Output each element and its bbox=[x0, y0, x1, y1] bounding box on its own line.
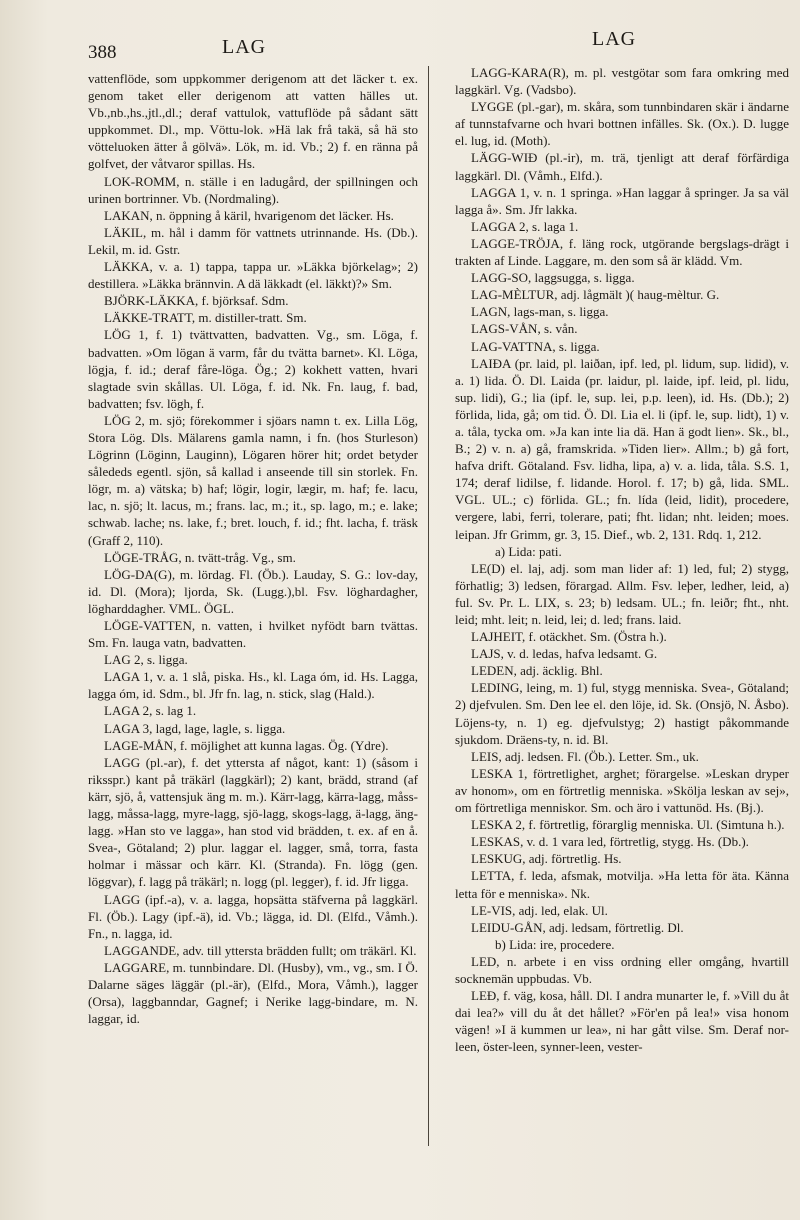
entry: LAKAN, n. öppning å käril, hvarigenom det läcker. Hs. bbox=[104, 207, 394, 223]
entry: LÄGG-WIÐ (pl.-ir), m. trä, tjenligt att deraf förfärdiga laggkärl. Dl. (Våmh., Elfd.). bbox=[455, 150, 789, 183]
entry: LÄKIL, m. hål i damm för vattnets utrinnande. Hs. (Db.). Lekil, m. id. Gstr. bbox=[88, 224, 418, 257]
entry: LAGE-MÅN, f. möjlighet att kunna lagas. Ög. (Ydre). bbox=[104, 737, 389, 753]
entry: LÖG-DA(G), m. lördag. Fl. (Öb.). Lauday, S. G.: lov-day, id. Dl. (Mora); ljorda, Sk. (Lugg.),bl. Fsv. löghardagher, lögharddagher. VML. ÖGL. bbox=[88, 566, 418, 616]
page-number: 388 bbox=[88, 42, 117, 63]
entry: LAGG-KARA(R), m. pl. vestgötar som fara omkring med laggkärl. Vg. (Vadsbo). bbox=[455, 65, 789, 98]
entry: LEIDU-GÅN, adj. ledsam, förtretlig. Dl. bbox=[471, 919, 684, 935]
entry: LÖG 1, f. 1) tvättvatten, badvatten. Vg., sm. Löga, f. badvatten. »Om lögan ä varm, får du tvätta barnet». Kl. Löga, lögja, f. id.; deraf fåre-löga. Ög.; 2) kokhett vatten, hvari slagtade svin skållas. Ul. Löga, f. id. Nk. Fn. laug, f. bad, badvatten; fsv. lögh, f. bbox=[88, 327, 418, 411]
entry: LAGG-SO, laggsugga, s. ligga. bbox=[471, 270, 635, 286]
entry: LAGN, lags-man, s. ligga. bbox=[471, 304, 609, 320]
entry: LÄKKE-TRATT, m. distiller-tratt. Sm. bbox=[104, 310, 307, 326]
entry: LÖGE-VATTEN, n. vatten, i hvilket nyfödt barn tvättas. Sm. Fn. lauga vatn, badvatten. bbox=[88, 618, 418, 651]
entry: LAG 2, s. ligga. bbox=[104, 652, 188, 668]
entry: BJÖRK-LÄKKA, f. björksaf. Sdm. bbox=[104, 293, 289, 309]
entry: LAIÐA (pr. laid, pl. laiðan, ipf. led, pl. lidum, sup. lidid), v. a. 1) lida. Ö. Dl. Laida (pr. laidur, pl. laide, ipf. leid, pl. lidu, sup. lidi), G.; lia (ipf. le, sup. lei, p.p. leen), id. Hs. (Db.); 2) förlida, lida, gå; om tid. Ö. Dl. Lia el. li (ipf. le, sup. lidt), 1) v. a. tåla, tycka om. »Ja kan inte lia dä. Han ä godt lien». Sk., bl., B.; 2) v. n. a) gå, framskrida. »Tiden lier». Allm.; b) gå fort, hafva drift. Götaland. Fsv. lidha, lipa, a) v. a. lida, tåla. S.S. 1, 174; deraf lidilse, f. lidande. Horol. f. 17; b) gå, lida. SML. VGL. UL.; c) förlida. GL.; fn. lída (leid, lidit), procedere, vergere, labi, ferri, tolerare, pati; fht. lidan; nht. leiden; moes. leipan. Jfr Grimm, gr. 3, 15. Dief., wb. 2, 131. Rdq. 1, 212. bbox=[455, 355, 789, 542]
entry: LESKA 1, förtretlighet, arghet; förargelse. »Leskan dryper av honom», om en förtretlig menniska. »Skölja leskan av sej», om förtretliga menniskor. Sm. och äro i vattunöd. Hs. (Bj.). bbox=[455, 765, 789, 816]
entry: LAJS, v. d. ledas, hafva ledsamt. G. bbox=[471, 646, 658, 662]
entry: LESKAS, v. d. 1 vara led, förtretlig, stygg. Hs. (Db.). bbox=[471, 834, 749, 850]
entry: LÄKKA, v. a. 1) tappa, tappa ur. »Läkka björkelag»; 2) destillera. »Läkka brännvin. A dä läkkadt (el. läkkt)?» Sm. bbox=[88, 259, 418, 292]
entry: LEDEN, adj. äcklig. Bhl. bbox=[471, 663, 603, 679]
column-divider bbox=[428, 66, 429, 1146]
entry: LE(D) el. laj, adj. som man lider af: 1) led, ful; 2) stygg, förhatlig; 3) ledsen, förargad. Allm. Fsv. leþer, ledher, leid, a) ful. Sv. Pr. L. LIX, s. 23; b) ledsam. UL.; fn. leiðr; fht., nht. leid; mht. leit; n. leid, lei; d. led; frans. laid. bbox=[455, 560, 789, 627]
entry: LÖGE-TRÅG, n. tvätt-tråg. Vg., sm. bbox=[104, 549, 296, 565]
section-heading: a) Lida: pati. bbox=[495, 543, 562, 559]
entry: LAGGARE, m. tunnbindare. Dl. (Husby), vm., vg., sm. I Ö. Dalarne säges läggär (pl.-är), (Elfd., Mora, Våmh.), lagger (Orsa), laggbanndar, Gagnef; i Nerike lagg-bindare, m. N. laggar, id. bbox=[88, 959, 418, 1027]
entry: LESKA 2, f. förtretlig, förarglig menniska. Ul. (Simtuna h.). bbox=[471, 817, 785, 833]
entry: LAGG (pl.-ar), f. det yttersta af något, kant: 1) (såsom i riksspr.) kant på träkärl (laggkärl); 2) kant, brädd, strand (af kärr, sjö, å, vattensjuk äng m. m.). Kärr-lagg, kärra-lagg, måss-lagg, måssa-lagg, myre-lagg, sjö-lagg, skogs-lagg, ä-lagg, äng-lagg. »Han sto ve lagga», han stod vid brädden, t. ex. af en å. Svea-, Götaland; 2) plur. laggar el. lagger, små, torra, fasta holmar i mässar och kärr. Kl. (Stranda). Fn. lögg (gen. löggvar), f. lagg på träkärl; n. logg (pl. legger), f. id. Jfr ligga. bbox=[88, 754, 418, 890]
entry: LEDING, leing, m. 1) ful, stygg menniska. Svea-, Götaland; 2) djefvulen. Sm. Den lee el. den löje, id. Sk. (Onsjö, N. Åsbo). Löjens-ty, n. 1) eg. djefvulstyg; 2) hastigt påkommande sjukdom. Dräens-ty, n. id. Bl. bbox=[455, 680, 789, 747]
entry: LE-VIS, adj. led, elak. Ul. bbox=[471, 902, 608, 918]
entry: LAGGANDE, adv. till yttersta brädden fullt; om träkärl. Kl. bbox=[104, 942, 417, 958]
entry: LAGA 3, lagd, lage, lagle, s. ligga. bbox=[104, 720, 286, 736]
entry: LYGGE (pl.-gar), m. skåra, som tunnbindaren skär i ändarne af tunnstafvarne och hvari bottnen infälles. Sk. (Ox.). D. lugge el. lug, id. (Moth). bbox=[455, 99, 789, 149]
entry: LED, n. arbete i en viss ordning eller omgång, hvartill socknemän uppbudas. Vb. bbox=[455, 953, 789, 986]
entry: LAG-MÈLTUR, adj. lågmält )( haug-mèltur. G. bbox=[471, 287, 720, 303]
entry: LEIS, adj. ledsen. Fl. (Öb.). Letter. Sm., uk. bbox=[471, 748, 699, 764]
entry: LÖG 2, m. sjö; förekommer i sjöars namn t. ex. Lilla Lög, Stora Lög. Dls. Mälarens gamla namn, i fn. (hos Sturleson) Lögrinn (Löginn, Lauginn), Lögaren hörer hit; ordet betyder sålededs egentl. sjön, så kallad i anseende till sin storlek. Fn. lögr, m. a) vätska; b) haf; lögir, logir, lægir, m. haf; fe. lacu, lac, n. sjö; lt. lacus, m.; frans. lac, m.; it., sp. lago, m.; e. lake; schwab. lache; ns. lake, f.; bret. louch, f. id.; fht. lacha, f. träsk (Graff 2, 110). bbox=[88, 412, 418, 548]
running-head-left: LAG bbox=[222, 36, 267, 58]
entry: LAGGA 2, s. laga 1. bbox=[471, 218, 579, 234]
entry: LAGA 2, s. lag 1. bbox=[104, 703, 197, 719]
entry: LAGGE-TRÖJA, f. läng rock, utgörande bergslags-drägt i trakten af Linde. Laggare, m. den som så är klädd. Vm. bbox=[455, 235, 789, 269]
entry: LETTA, f. leda, afsmak, motvilja. »Ha letta för äta. Känna letta för e menniska». Nk. bbox=[455, 868, 789, 901]
entry: LAGG (ipf.-a), v. a. lagga, hopsätta stäfverna på laggkärl. Fl. (Öb.). Lagy (ipf.-ä), id. Vb.; lägga, id. Dl. (Elfd., Våmh.). Fn., n. lagga, id. bbox=[88, 891, 418, 941]
right-column bbox=[455, 64, 789, 1055]
entry: LAJHEIT, f. otäckhet. Sm. (Östra h.). bbox=[471, 629, 667, 645]
entry: LAGGA 1, v. n. 1 springa. »Han laggar å springer. Ja sa väl lagga å». Sm. Jfr lakka. bbox=[455, 184, 789, 217]
entry: LESKUG, adj. förtretlig. Hs. bbox=[471, 851, 622, 867]
entry: LOK-ROMM, n. ställe i en ladugård, der spillningen och urinen bortrinner. Vb. (Nordmaling). bbox=[88, 173, 418, 206]
running-head-right: LAG bbox=[592, 28, 637, 50]
entry: LAGS-VÅN, s. vån. bbox=[471, 321, 578, 337]
entry: LAG-VATTNA, s. ligga. bbox=[471, 338, 600, 354]
section-heading: b) Lida: ire, procedere. bbox=[495, 936, 615, 952]
entry: LEÐ, f. väg, kosa, håll. Dl. I andra munarter le, f. »Vill du åt dai lea?» vill du åt det hållet? »För'en på lea!» visa honom vägen! »I ä kummen ur lea», ni har gått vilse. Sm. Deraf nor-leen, öster-leen, synner-leen, vester- bbox=[455, 988, 789, 1055]
entry: LAGA 1, v. a. 1 slå, piska. Hs., kl. Laga óm, id. Hs. Lagga, lagga óm, id. Sdm., bl. Jfr fn. lag, n. stick, slag (Hald.). bbox=[88, 669, 418, 702]
entry: vattenflöde, som uppkommer derigenom att det läcker t. ex. genom taket eller derigenom att vatten hälles ut. Vb.,nb.,hs.,jtl.,dl.; deraf vattulok, vattuflöde på sådant sätt uppkommet. Dl., mp. Vöttu-lok. »Hä lak frå takä, så hä sto vötteluoken ätter å gölvä». Lök, m. id. Vb.; 2) f. en ränna på golfvet, der våtvaror spillas. Hs. bbox=[88, 71, 418, 172]
left-column bbox=[88, 70, 418, 1027]
